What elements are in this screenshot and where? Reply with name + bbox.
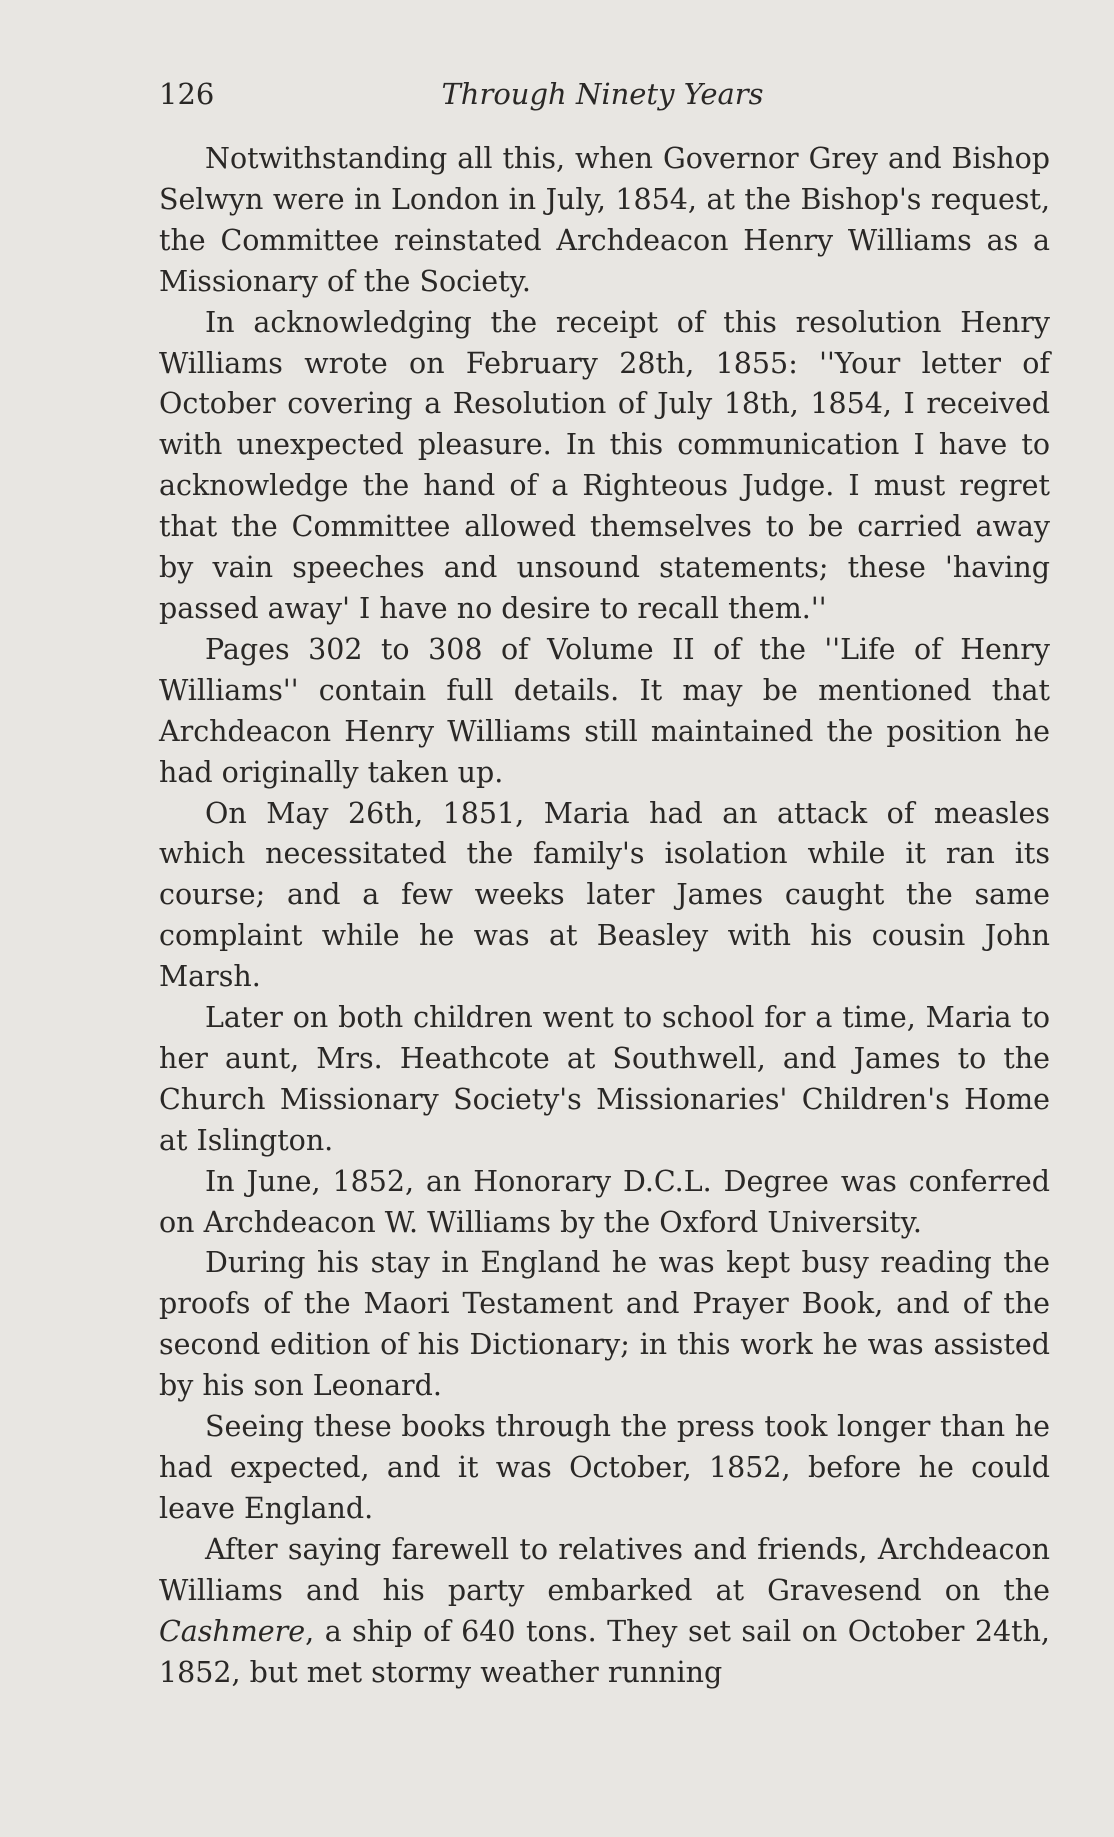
paragraph	[159, 1407, 1050, 1530]
paragraph-text: Later on both children went to school for a time, Maria to her aunt, Mrs. Heathcote at Southwell, and James to the Church Missionary Society's Missionaries' Children's Home at Islington.	[159, 1001, 1050, 1157]
paragraph	[159, 1162, 1050, 1244]
paragraph-text: Pages 302 to 308 of Volume II of the ''Life of Henry Williams'' contain full details. It may be mentioned that Archdeacon Henry Williams still maintained the position he had originally taken up.	[159, 632, 1050, 789]
paragraph	[159, 794, 1050, 999]
ship-name: Cashmere	[159, 1614, 306, 1648]
paragraph-text: In acknowledging the receipt of this resolution Henry Williams wrote on February 28th, 1855: ''Your letter of October covering a Resolution of July 18th, 1854, I received with unexpected pleasure. In this communication I have to acknowledge the hand of a Righteous Judge. I must regret that the Committee allowed themselves to be carried away by vain speeches and unsound statements; these 'having passed away' I have no desire to recall them.''	[159, 305, 1050, 625]
page-number: 126	[159, 77, 215, 111]
paragraph-text: In June, 1852, an Honorary D.C.L. Degree was conferred on Archdeacon W. Williams by the Oxford University.	[159, 1164, 1050, 1239]
paragraph	[159, 1530, 1050, 1694]
paragraph	[159, 630, 1050, 794]
paragraph	[159, 998, 1050, 1162]
paragraph	[159, 303, 1050, 630]
body-text	[159, 139, 1050, 1693]
paragraph-text: , a ship of 640 tons. They set sail on October 24th, 1852, but met stormy weather running	[159, 1614, 1050, 1689]
paragraph-text: After saying farewell to relatives and friends, Archdeacon Williams and his party embarked at Gravesend on the	[159, 1532, 1050, 1607]
paragraph	[159, 139, 1050, 303]
running-title: Through Ninety Years	[441, 77, 764, 111]
paragraph-text: During his stay in England he was kept busy reading the proofs of the Maori Testament and Prayer Book, and of the second edition of his Dictionary; in this work he was assisted by his son Leonard.	[159, 1246, 1050, 1403]
paragraph-text: Seeing these books through the press took longer than he had expected, and it was October, 1852, before he could leave England.	[159, 1410, 1050, 1525]
paragraph	[159, 1243, 1050, 1407]
paragraph-text: On May 26th, 1851, Maria had an attack of measles which necessitated the family's isolation while it ran its course; and a few weeks later James caught the same complaint while he was at Beasley with his cousin John Marsh.	[159, 796, 1050, 994]
page-header	[159, 74, 1046, 114]
paragraph-text: Notwithstanding all this, when Governor Grey and Bishop Selwyn were in London in July, 1854, at the Bishop's request, the Committee reinstated Archdeacon Henry Williams as a Missionary of the Society.	[159, 142, 1050, 298]
